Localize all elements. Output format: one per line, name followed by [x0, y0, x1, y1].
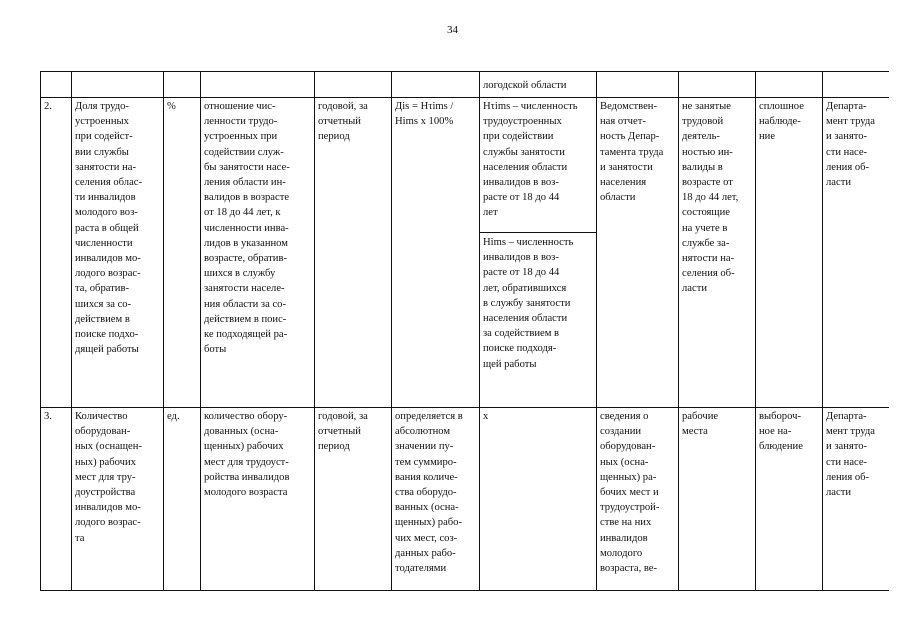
base-indicator-top: Hτims – численность трудоустроенных при содействии службы занятости населения области инвалидов в воз- расте от 18 до 44 лет [480, 98, 596, 233]
observation-object: не занятые трудовой деятель- ностью ин- валиды в возрасте от 18 до 44 лет, состоящие на учете в службе за- нятости на- селения об- ласти [679, 98, 756, 408]
row-number: 3. [41, 408, 72, 591]
indicator-name: Количество оборудован- ных (оснащен- ных) рабочих мест для тру- доустройства инвалидов мо- лодого возрас- та [72, 408, 164, 591]
base-indicators: x [480, 408, 597, 591]
periodicity: годовой, за отчетный период [315, 98, 392, 408]
formula: определяется в абсолютном значении пу- тем суммиро- вания количе- ства оборудо- ванных (осна- щенных) рабо- чих мест, соз- данных рабо- тодателями [392, 408, 480, 591]
responsible: Департа- мент труда и занято- сти насе- ления об- ласти [823, 408, 889, 591]
formula: Дis = Hτims / Hims x 100% [392, 98, 480, 408]
collection-method: выбороч- ное на- блюдение [756, 408, 823, 591]
data-source: сведения о создании оборудован- ных (осна- щенных) ра- бочих мест и трудоустрой- стве на них инвалидов молодого возраста, ве- [597, 408, 679, 591]
base-indicators [480, 98, 597, 408]
definition: отношение чис- ленности трудо- устроенных при содействии служ- бы занятости насе- ления области ин- валидов в возрасте от 18 до 44 лет, к численности инва- лидов в указанном возрасте, обратив- шихся в службу занятости населе- ния области за со- действием в поис- ке подходящей ра- боты [201, 98, 315, 408]
unit: ед. [164, 408, 201, 591]
base-indicator-bottom: Hims – численность инвалидов в воз- расте от 18 до 44 лет, обратившихся в службу занятости населения области за содействием в поиске подходя- щей работы [483, 237, 574, 370]
observation-object: рабочие места [679, 408, 756, 591]
collection-method: сплошное наблюде- ние [756, 98, 823, 408]
continuation-row [41, 72, 889, 98]
data-source: Ведомствен- ная отчет- ность Депар- тамента труда и занятости населения области [597, 98, 679, 408]
responsible: Департа- мент труда и занято- сти насе- ления об- ласти [823, 98, 889, 408]
periodicity: годовой, за отчетный период [315, 408, 392, 591]
definition: количество обору- дованных (осна- щенных) рабочих мест для трудоуст- ройства инвалидов молодого возраста [201, 408, 315, 591]
continuation-text: логодской области [480, 72, 597, 98]
table-row [41, 408, 889, 591]
page-number: 34 [447, 24, 458, 36]
indicator-name: Доля трудо- устроенных при содейст- вии службы занятости на- селения облас- ти инвалидов молодого воз- раста в общей численности инвалидов мо- лодого возрас- та, обратив- шихся за со- действием в поиске подхо- дящей работы [72, 98, 164, 408]
table-row [41, 98, 889, 408]
row-number: 2. [41, 98, 72, 408]
indicators-table [40, 71, 889, 591]
unit: % [164, 98, 201, 408]
